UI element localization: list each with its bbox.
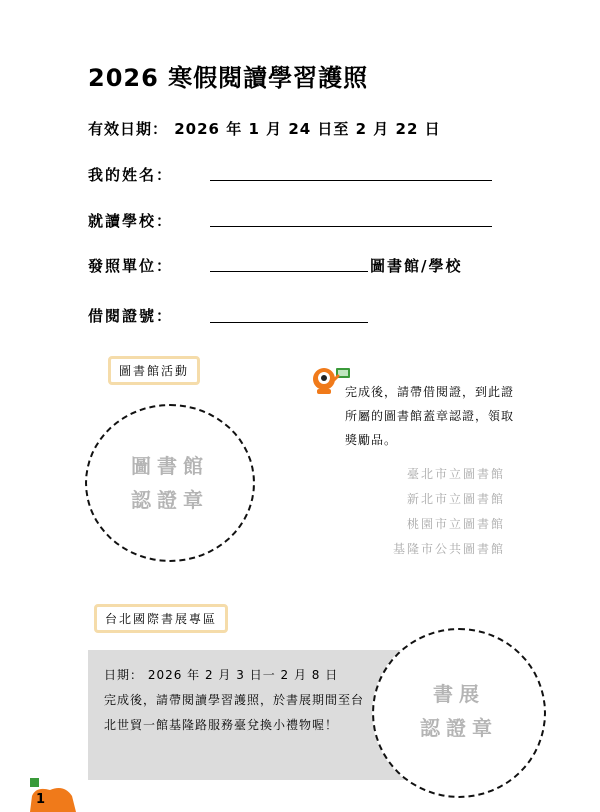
issuer-label: 發照單位： <box>88 257 174 275</box>
card-number-field[interactable] <box>210 322 368 323</box>
page-badge-icon <box>26 774 78 812</box>
book-fair-description: 完成後，請帶閱讀學習護照，於書展期間至台北世貿一館基隆路服務臺兌換小禮物喔！ <box>104 693 365 732</box>
issuer-field[interactable] <box>210 271 368 272</box>
school-field[interactable] <box>210 226 492 227</box>
book-fair-stamp-line1: 書展 <box>433 682 485 706</box>
book-fair-info <box>104 663 374 738</box>
school-label: 就讀學校： <box>88 212 174 230</box>
book-fair-stamp-line2: 認證章 <box>420 716 498 740</box>
library-item: 新北市立圖書館 <box>406 492 505 506</box>
page-title: 2026 寒假閱讀學習護照 <box>88 64 369 92</box>
page-number-badge <box>26 774 78 812</box>
library-item: 基隆市公共圖書館 <box>392 542 505 556</box>
validity-label: 有效日期： <box>88 120 169 138</box>
validity-row <box>88 118 441 139</box>
book-fair-date: 日期： 2026 年 2 月 3 日一 2 月 8 日 <box>104 668 339 682</box>
library-list <box>345 462 505 562</box>
library-stamp-text <box>85 449 255 517</box>
library-instructions: 完成後，請帶借閱證，到此證所屬的圖書館蓋章認證，領取獎勵品。 <box>345 385 515 447</box>
issuer-suffix: 圖書館/學校 <box>370 257 463 275</box>
page-number: 1 <box>36 792 46 807</box>
library-stamp-line1: 圖書館 <box>131 454 209 478</box>
library-item: 臺北市立圖書館 <box>406 467 505 481</box>
library-item: 桃園市立圖書館 <box>406 517 505 531</box>
book-fair-stamp-text <box>372 677 546 745</box>
card-number-label: 借閱證號： <box>88 307 174 325</box>
library-activity-tag: 圖書館活動 <box>108 356 200 385</box>
book-fair-tag: 台北國際書展專區 <box>94 604 228 633</box>
library-stamp-line2: 認證章 <box>131 488 209 512</box>
name-label: 我的姓名： <box>88 166 174 184</box>
name-field[interactable] <box>210 180 492 181</box>
validity-dates: 2026 年 1 月 24 日至 2 月 22 日 <box>174 120 441 138</box>
